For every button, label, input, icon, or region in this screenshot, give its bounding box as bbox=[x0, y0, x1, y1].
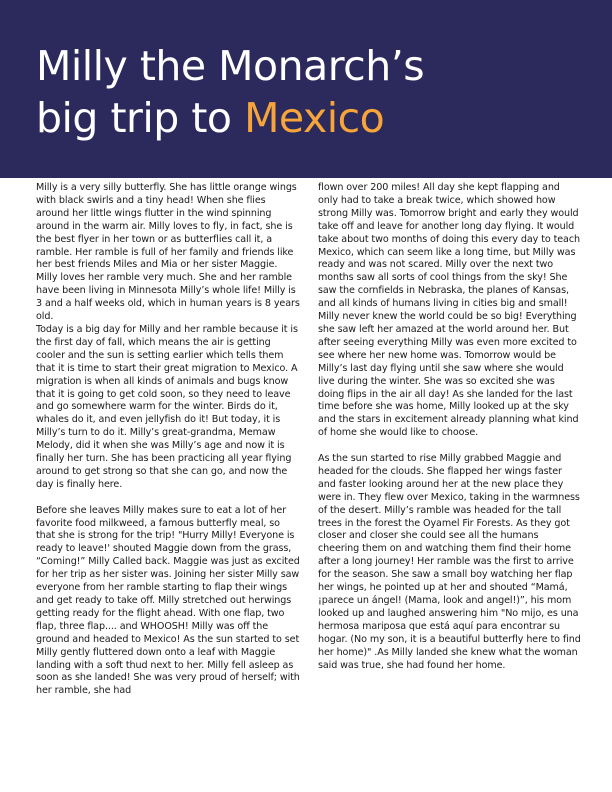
paragraph: Milly is a very silly butterfly. She has little orange wings with black swirls and a tiny head! When she flies around her little wings flutter in the wind spinning around in the warm air. Milly loves to fly, in fact, she is the best flyer in her town or as butterflies call it, a ramble. Her ramble is full of her family and friends like her best friends Miles and Mia or her sister Maggie. Milly loves her ramble very much. She and her ramble have been living in Minnesota Milly’s whole life! Milly is 3 and a half weeks old, which in human years is 8 years old. bbox=[36, 182, 300, 323]
story-body bbox=[36, 182, 582, 782]
paragraph: As the sun started to rise Milly grabbed Maggie and headed for the clouds. She flapped her wings faster and faster looking around her at the new place they were in. They flew over Mexico, taking in the warmness of the desert. Milly’s ramble was headed for the tall trees in the forest the Oyamel Fir Forests. As they got closer and closer she could see all the humans cheering them on and watching them find their home after a long journey! Her ramble was the first to arrive for the season. She saw a small boy watching her flap her wings, he pointed up at her and shouted “Mamá, ¡parece un ángel! (Mama, look and angel!)”, his mom looked up and laughed answering him "No mijo, es una hermosa mariposa que está aquí para encontrar su hogar. (No my son, it is a beautiful butterfly here to find her home)" .As Milly landed she knew what the woman said was true, she had found her home. bbox=[318, 453, 581, 671]
right-column bbox=[318, 182, 582, 782]
title-accent-word: Mexico bbox=[244, 94, 385, 142]
title-line-2-prefix: big trip to bbox=[36, 94, 245, 142]
page-title bbox=[36, 40, 424, 144]
paragraph: Today is a big day for Milly and her ramble because it is the first day of fall, which means the air is getting cooler and the sun is setting earlier which tells them that it is time to start their great migration to Mexico. A migration is when all kinds of animals and bugs know that it is going to get cold soon, so they need to leave and go somewhere warm for the winter. Birds do it, whales do it, and even jellyfish do it! But today, it is Milly’s turn to do it. Milly’s great-grandma, Memaw Melody, did it when she was Milly’s age and now it is finally her turn. She has been practicing all year flying around to get strong so that she can go, and now the day is finally here. bbox=[36, 323, 298, 490]
paragraph: flown over 200 miles! All day she kept flapping and only had to take a break twice, which showed how strong Milly was. Tomorrow bright and early they would take off and leave for another long day flying. It would take about two months of doing this every day to teach Mexico, which can seem like a long time, but Milly was ready and was not scared. Milly over the next two months saw all sorts of cool things from the sky! She saw the cornfields in Nebraska, the planes of Kansas, and all kinds of humans living in cities big and small! Milly never knew the world could be so big! Everything she saw left her amazed at the world around her. But after seeing everything Milly was even more excited to see where her new home was. Tomorrow would be Milly’s last day flying until she saw where she would live during the winter. She was so excited she was doing flips in the air all day! As she landed for the last time before she was home, Milly looked up at the sky and the stars in excitement already planning what kind of home she would like to choose. bbox=[318, 182, 580, 439]
title-banner bbox=[0, 0, 612, 178]
left-column bbox=[36, 182, 300, 782]
paragraph: Before she leaves Milly makes sure to eat a lot of her favorite food milkweed, a famous butterfly meal, so that she is strong for the trip! "Hurry Milly! Everyone is ready to leave!' shouted Maggie down from the grass, “Coming!” Milly Called back. Maggie was just as excited for her trip as her sister was. Joining her sister Milly saw everyone from her ramble starting to flap their wings and get ready to take off. Milly stretched out herwings getting ready for the flight ahead. With one flap, two flap, three flap.... and WHOOSH! Milly was off the ground and headed to Mexico! As the sun started to set Milly gently fluttered down onto a leaf with Maggie landing with a soft thud next to her. Milly fell asleep as soon as she landed! She was very proud of herself; with her ramble, she had bbox=[36, 504, 300, 697]
title-line-1: Milly the Monarch’s bbox=[36, 42, 425, 90]
